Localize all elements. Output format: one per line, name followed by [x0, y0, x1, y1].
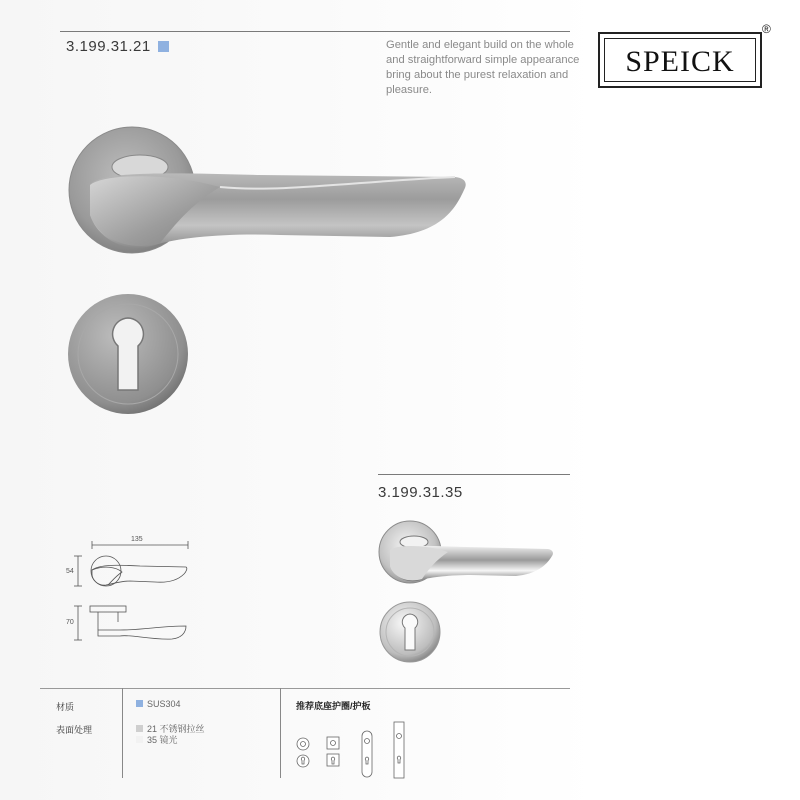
finish-text-brushed: 21 不锈钢拉丝 — [147, 724, 205, 734]
header-rule — [60, 31, 570, 32]
spec-divider-1 — [122, 688, 123, 778]
logo-wordmark: SPEICK — [625, 45, 735, 78]
product-code: 3.199.31.21 — [66, 38, 151, 55]
registered-mark: ® — [762, 22, 771, 36]
lever-handle-brushed-image — [60, 115, 480, 265]
speick-logo — [598, 32, 762, 88]
finish-swatch-brushed — [136, 725, 143, 732]
variant-code: 3.199.31.35 — [378, 484, 463, 501]
code-color-swatch — [158, 41, 169, 52]
finish-label: 表面处理 — [56, 725, 93, 735]
escutcheon-brushed-image — [66, 292, 190, 416]
dimension-length-label: 135 — [131, 536, 143, 543]
variant-rule — [378, 474, 570, 475]
material-value-row — [136, 699, 181, 709]
dimension-total-height-label: 70 — [66, 619, 74, 626]
finish-item-35 — [136, 733, 178, 746]
recommended-roses-diagram — [292, 720, 412, 780]
material-label: 材质 — [56, 702, 75, 712]
escutcheon-polished-image — [378, 600, 442, 664]
product-code-row — [66, 38, 169, 55]
dimension-drawing — [60, 530, 200, 645]
recommended-label: 推荐底座护圈/护板 — [296, 701, 371, 711]
finish-swatch-polished — [136, 736, 143, 743]
spec-divider-2 — [280, 688, 281, 778]
spec-table-rule — [40, 688, 570, 689]
dimension-rose-height-label: 54 — [66, 568, 74, 575]
finish-text-polished: 35 镜光 — [147, 735, 178, 745]
product-tagline: Gentle and elegant build on the whole and straightforward simple appearance bring about the purest relaxation and pleasure. — [386, 39, 580, 96]
material-color-swatch — [136, 700, 143, 707]
lever-handle-polished-image — [376, 518, 556, 586]
material-value: SUS304 — [147, 699, 181, 709]
